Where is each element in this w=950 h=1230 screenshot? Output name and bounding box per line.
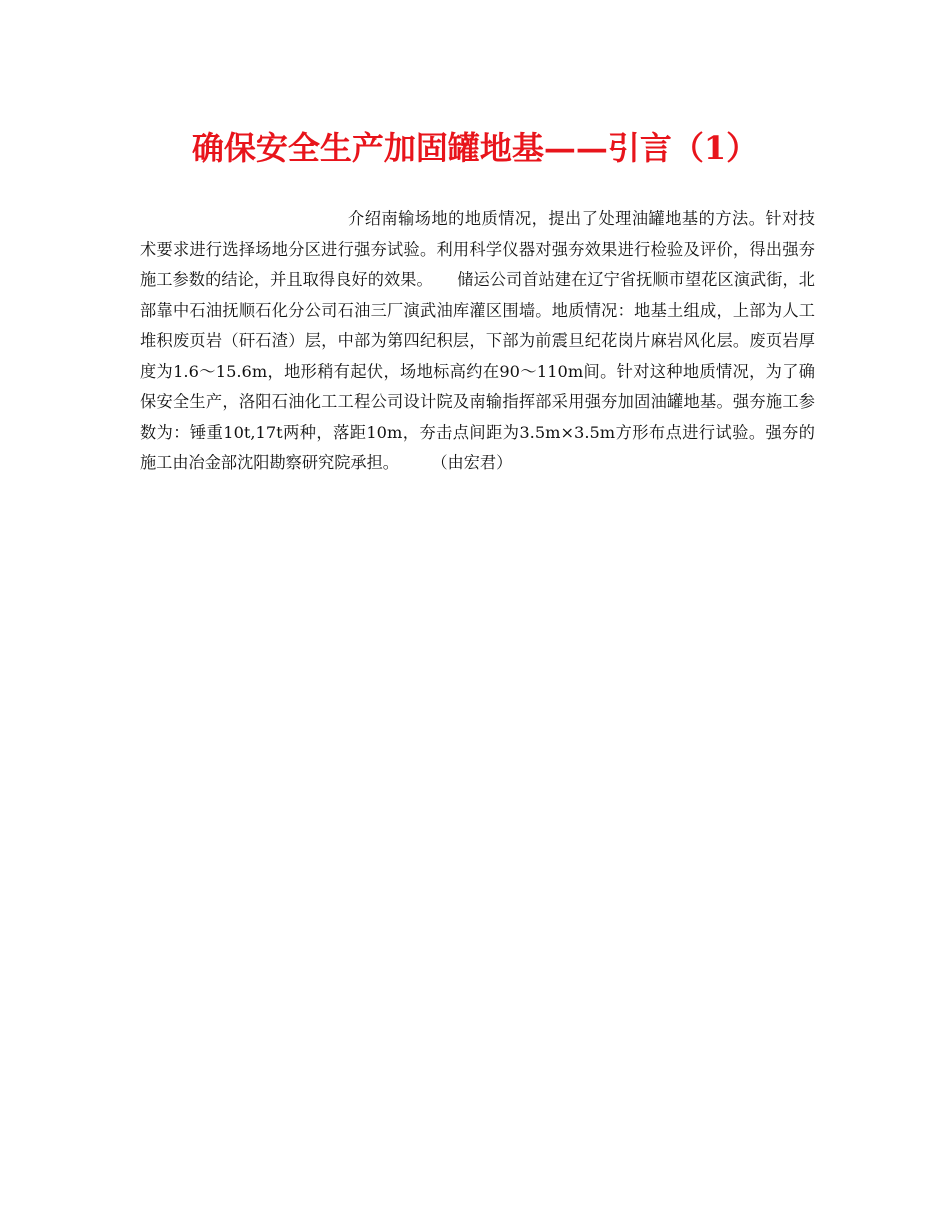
document-title: 确保安全生产加固罐地基——引言（1） (191, 129, 759, 167)
document-body-paragraph: 介绍南输场地的地质情况，提出了处理油罐地基的方法。针对技术要求进行选择场地分区进行强夯试验。利用科学仪器对强夯效果进行检验及评价，得出强夯施工参数的结论，并且取得良好的效果。 储运公司首站建在辽宁省抚顺市望花区演武街，北部靠中石油抚顺石化分公司石油三厂演武油库灌区围墙。地质情况：地基土组成，上部为人工堆积废页岩（矸石渣）层，中部为第四纪积层，下部为前震旦纪花岗片麻岩风化层。废页岩厚度为1.6～15.6m，地形稍有起伏，场地标高约在90～110m间。针对这种地质情况，为了确保安全生产，洛阳石油化工工程公司设计院及南输指挥部采用强夯加固油罐地基。强夯施工参数为：锤重10t,17t两种，落距10m，夯击点间距为3.5m×3.5m方形布点进行试验。强夯的施工由冶金部沈阳勘察研究院承担。 （由宏君） (140, 209, 815, 472)
